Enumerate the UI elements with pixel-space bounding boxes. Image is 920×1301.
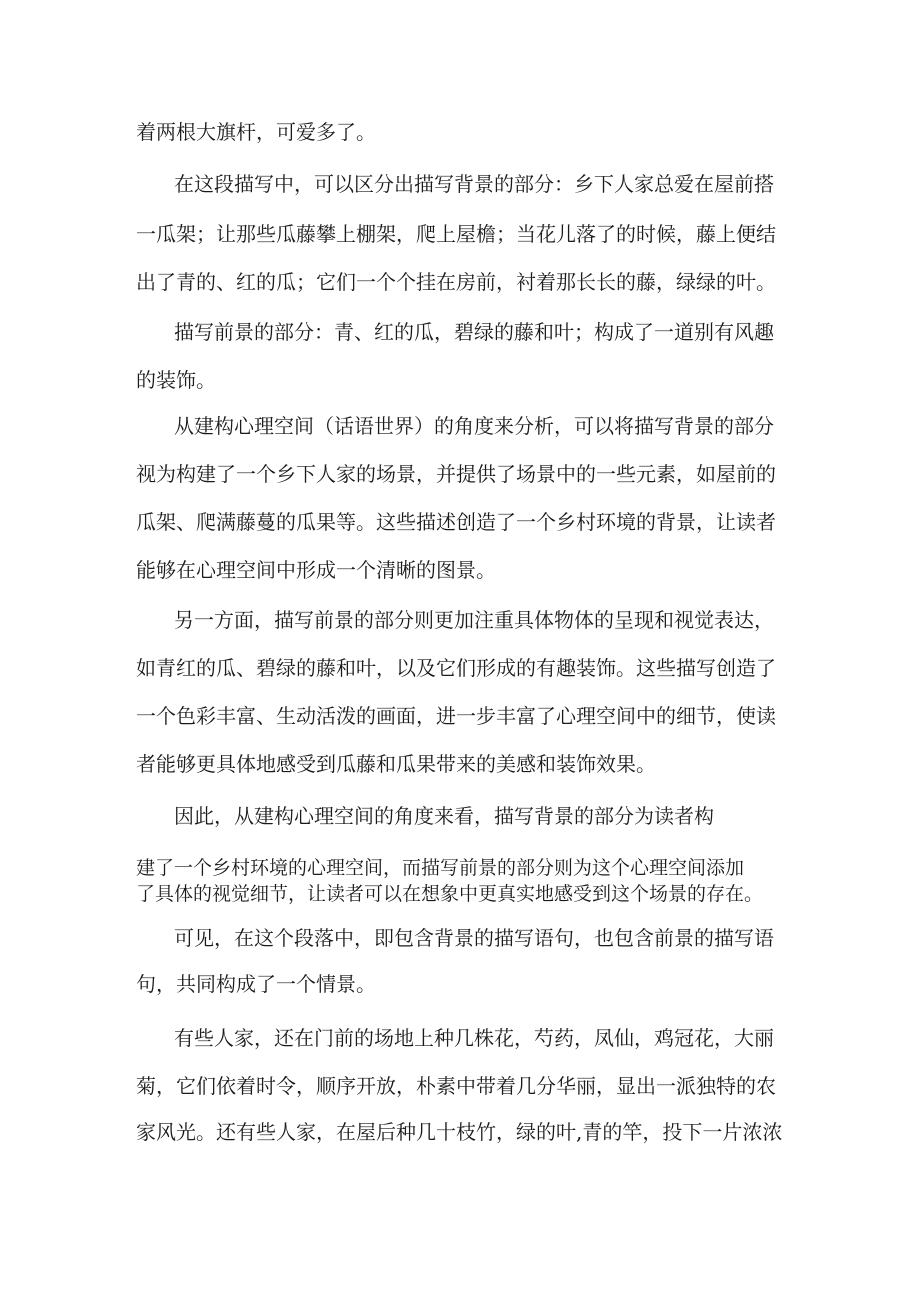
- text-line: 因此，从建构心理空间的角度来看，描写背景的部分为读者构: [174, 804, 714, 828]
- text-line: 菊，它们依着时令，顺序开放，朴素中带着几分华丽，显出一派独特的农: [136, 1074, 776, 1098]
- text-line: 家风光。还有些人家，在屋后种几十枝竹，绿的叶,青的竿，投下一片浓浓: [136, 1120, 783, 1144]
- text-line: 者能够更具体地感受到瓜藤和瓜果带来的美感和装饰效果。: [136, 752, 656, 776]
- text-line: 了具体的视觉细节，让读者可以在想象中更真实地感受到这个场景的存在。: [136, 883, 764, 905]
- text-line: 着两根大旗杆，可爱多了。: [136, 120, 376, 144]
- text-line: 从建构心理空间（话语世界）的角度来分析，可以将描写背景的部分: [174, 414, 774, 438]
- text-line: 能够在心理空间中形成一个清晰的图景。: [136, 558, 496, 582]
- text-line: 一个色彩丰富、生动活泼的画面，进一步丰富了心理空间中的细节，使读: [136, 704, 776, 728]
- text-line: 建了一个乡村环境的心理空间，而描写前景的部分则为这个心理空间添加: [136, 857, 745, 879]
- text-line: 的装饰。: [136, 368, 216, 392]
- text-line: 出了青的、红的瓜；它们一个个挂在房前，衬着那长长的藤，绿绿的叶。: [136, 270, 776, 294]
- text-line: 描写前景的部分：青、红的瓜，碧绿的藤和叶；构成了一道别有风趣: [174, 320, 774, 344]
- text-line: 可见，在这个段落中，即包含背景的描写语句，也包含前景的描写语: [174, 926, 774, 950]
- text-line: 在这段描写中，可以区分出描写背景的部分：乡下人家总爱在屋前搭: [174, 172, 774, 196]
- text-line: 一瓜架；让那些瓜藤攀上棚架，爬上屋檐；当花儿落了的时候，藤上便结: [136, 222, 776, 246]
- text-line: 瓜架、爬满藤蔓的瓜果等。这些描述创造了一个乡村环境的背景，让读者: [136, 510, 776, 534]
- text-line: 有些人家，还在门前的场地上种几株花，芍药，凤仙，鸡冠花，大丽: [174, 1026, 774, 1050]
- text-line: 如青红的瓜、碧绿的藤和叶，以及它们形成的有趣装饰。这些描写创造了: [136, 656, 776, 680]
- text-line: 句，共同构成了一个情景。: [136, 972, 376, 996]
- text-line: 视为构建了一个乡下人家的场景，并提供了场景中的一些元素，如屋前的: [136, 462, 776, 486]
- text-line: 另一方面，描写前景的部分则更加注重具体物体的呈现和视觉表达，: [174, 608, 774, 632]
